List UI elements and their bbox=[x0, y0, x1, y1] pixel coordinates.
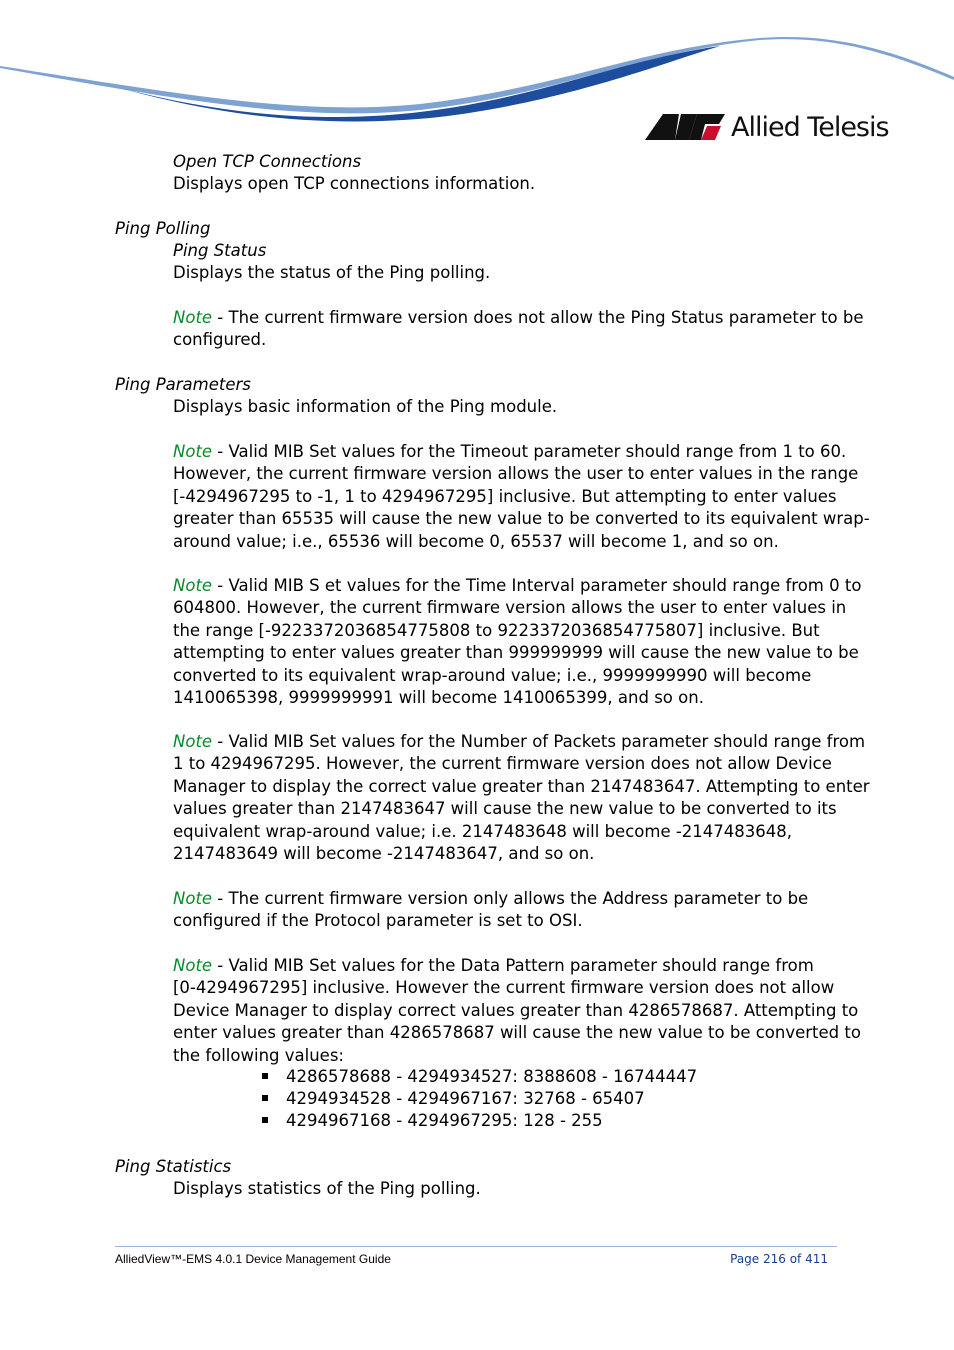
ping-status-heading: Ping Status bbox=[173, 241, 267, 260]
note-label: Note bbox=[173, 732, 213, 751]
note-label: Note bbox=[173, 576, 213, 595]
ping-parameters-desc: Displays basic information of the Ping module. bbox=[173, 397, 558, 416]
footer-divider bbox=[115, 1246, 837, 1247]
list-item: 4294934528 - 4294967167: 32768 - 65407 bbox=[262, 1088, 645, 1110]
note-label: Note bbox=[173, 308, 213, 327]
ping-statistics-heading: Ping Statistics bbox=[115, 1157, 232, 1176]
note-number-of-packets: Note - Valid MIB Set values for the Number of Packets parameter should range from 1 to 4294967295. However, the current firmware version does not allow Device Manager to display the correct value greater than 2147483647. Attempting to enter values greater than 2147483647 will cause the new value to be converted to its equivalent wrap-around value; i.e. 2147483648 will become -2147483648, 2147483649 will become -2147483647, and so on. bbox=[173, 732, 870, 864]
ping-statistics-desc: Displays statistics of the Ping polling. bbox=[173, 1179, 481, 1198]
bullet-icon bbox=[262, 1095, 268, 1101]
note-time-interval: Note - Valid MIB S et values for the Time Interval parameter should range from 0 to 604800. However, the current firmware version allows the user to enter values in the range [-9223372036854775808 to 9223372036854775807] inclusive. But attempting to enter values greater than 999999999 will cause the new value to be converted to its equivalent wrap-around value; i.e., 9999999990 will become 1410065398, 9999999991 will become 1410065399, and so on. bbox=[173, 576, 862, 708]
page-number: Page 216 of 411 bbox=[730, 1252, 828, 1266]
ping-polling-heading: Ping Polling bbox=[115, 219, 211, 238]
list-item: 4294967168 - 4294967295: 128 - 255 bbox=[262, 1110, 603, 1132]
ping-parameters-heading: Ping Parameters bbox=[115, 375, 251, 394]
brand-name: Allied Telesis bbox=[731, 112, 889, 143]
ping-status-desc: Displays the status of the Ping polling. bbox=[173, 263, 491, 282]
bullet-icon bbox=[262, 1073, 268, 1079]
open-tcp-desc: Displays open TCP connections information. bbox=[173, 174, 536, 193]
list-item: 4286578688 - 4294934527: 8388608 - 16744447 bbox=[262, 1066, 697, 1088]
allied-telesis-mark-icon bbox=[645, 114, 725, 140]
note-ping-status: Note - The current firmware version does not allow the Ping Status parameter to be configured. bbox=[173, 308, 864, 350]
footer-title: AlliedView™-EMS 4.0.1 Device Management Guide bbox=[115, 1252, 391, 1266]
note-label: Note bbox=[173, 889, 213, 908]
note-timeout: Note - Valid MIB Set values for the Timeout parameter should range from 1 to 60. However, the current firmware version allows the user to enter values in the range [-4294967295 to -1, 1 to 4294967295] inclusive. But attempting to enter values greater than 65535 will cause the new value to be converted to its equivalent wrap- around value; i.e., 65536 will become 0, 65537 will become 1, and so on. bbox=[173, 442, 870, 551]
bullet-icon bbox=[262, 1117, 268, 1123]
note-label: Note bbox=[173, 442, 213, 461]
note-data-pattern: Note - Valid MIB Set values for the Data Pattern parameter should range from [0-4294967295] inclusive. However the current firmware version does not allow Device Manager to display correct values greater than 4286578687. Attempting to enter values greater than 4286578687 will cause the new value to be converted to the following values: bbox=[173, 956, 861, 1065]
note-address: Note - The current firmware version only allows the Address parameter to be configured if the Protocol parameter is set to OSI. bbox=[173, 889, 809, 931]
open-tcp-heading: Open TCP Connections bbox=[173, 152, 362, 171]
brand-logo bbox=[645, 112, 905, 146]
note-label: Note bbox=[173, 956, 213, 975]
